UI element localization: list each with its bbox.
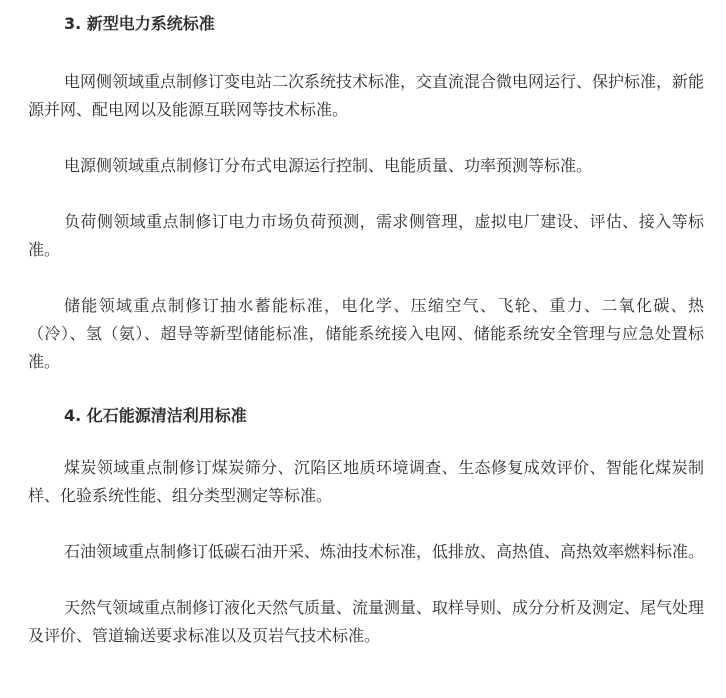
paragraph-coal: 煤炭领域重点制修订煤炭筛分、沉陷区地质环境调查、生态修复成效评价、智能化煤炭制样、化验系统性能、组分类型测定等标准。 xyxy=(28,458,704,505)
section-heading-new-power-system: 3. 新型电力系统标准 xyxy=(64,14,215,33)
paragraph-oil: 石油领域重点制修订低碳石油开采、炼油技术标准，低排放、高热值、高热效率燃料标准。 xyxy=(64,542,705,561)
paragraph-energy-storage: 储能领域重点制修订抽水蓄能标准，电化学、压缩空气、飞轮、重力、二氧化碳、热（冷）、氢（氨）、超导等新型储能标准，储能系统接入电网、储能系统安全管理与应急处置标准。 xyxy=(28,296,704,371)
paragraph-grid-side: 电网侧领域重点制修订变电站二次系统技术标准，交直流混合微电网运行、保护标准，新能源并网、配电网以及能源互联网等技术标准。 xyxy=(28,72,705,119)
paragraph-load-side: 负荷侧领域重点制修订电力市场负荷预测，需求侧管理，虚拟电厂建设、评估、接入等标准。 xyxy=(28,212,704,259)
paragraph-natural-gas: 天然气领域重点制修订液化天然气质量、流量测量、取样导则、成分分析及测定、尾气处理及评价、管道输送要求标准以及页岩气技术标准。 xyxy=(28,598,705,645)
section-heading-fossil-energy: 4. 化石能源清洁利用标准 xyxy=(64,406,247,425)
paragraph-source-side: 电源侧领域重点制修订分布式电源运行控制、电能质量、功率预测等标准。 xyxy=(64,156,593,175)
